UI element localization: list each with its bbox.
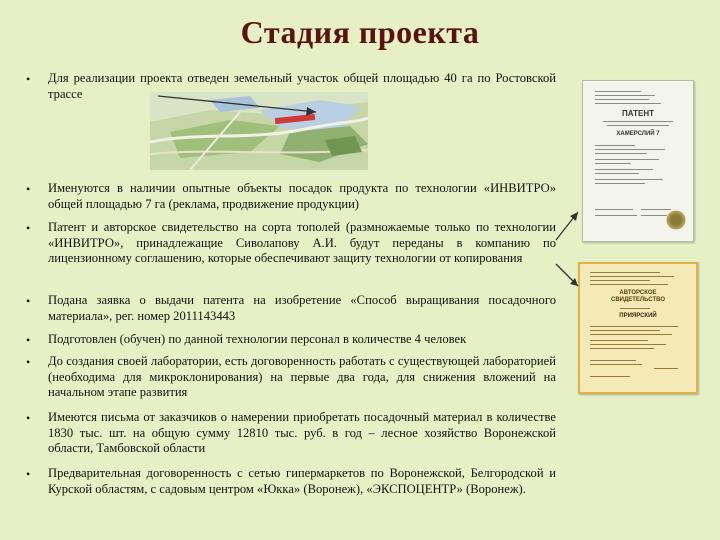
bullet-marker: • bbox=[26, 294, 31, 308]
certificate-variety-name: ПРИЯРСКИЙ bbox=[619, 313, 657, 319]
certificate-heading-2: СВИДЕТЕЛЬСТВО bbox=[611, 297, 665, 303]
page-title: Стадия проекта bbox=[240, 14, 480, 50]
bullet-marker: • bbox=[26, 411, 31, 425]
bullet-marker: • bbox=[26, 182, 31, 196]
bullet-marker: • bbox=[26, 355, 31, 369]
bullet-land-plot: Для реализации проекта отведен земельный участок общей площадью 40 га по Ростовской трассе bbox=[48, 71, 556, 101]
patent-variety-name: ХАМЕРСЛИЙ 7 bbox=[616, 131, 660, 137]
bullet-marker: • bbox=[26, 221, 31, 235]
author-certificate-image bbox=[578, 262, 698, 394]
bullet-patent-certificate: Патент и авторское свидетельство на сорта тополей (размножаемые только по технологии «ИНВИТРО», принадлежащие Сиволапову А.И. будут переданы в компанию по лицензионному соглашению, которые обеспечивают защиту технологии от копирования bbox=[48, 220, 556, 266]
bullet-customer-letters: Имеются письма от заказчиков о намерении приобретать посадочный материал в количестве 1830 тыс. шт. на общую сумму 12810 тыс. руб. в год – лесное хозяйство Воронежской области, Тамбовской области bbox=[48, 410, 556, 456]
bullet-retail-agreement: Предварительная договоренность с сетью гипермаркетов по Воронежской, Белгородской и Курской областям, с садовым центром «Юкка» (Воронеж), «ЭКСПОЦЕНТР» (Воронеж). bbox=[48, 466, 556, 496]
bullet-laboratory: До создания своей лаборатории, есть договоренность работать с существующей лабораторией (необходима для микроклонирования) на первые два года, для снижения вложений на начальном этапе развития bbox=[48, 354, 556, 400]
patent-seal bbox=[665, 209, 687, 231]
patent-heading: ПАТЕНТ bbox=[621, 109, 654, 118]
certificate-heading-1: АВТОРСКОЕ bbox=[619, 290, 657, 296]
patent-document-image bbox=[582, 80, 694, 242]
bullet-marker: • bbox=[26, 467, 31, 481]
bullet-marker: • bbox=[26, 72, 31, 86]
site-map-graphic bbox=[150, 92, 368, 170]
site-map-image bbox=[150, 92, 368, 170]
bullet-staff-trained: Подготовлен (обучен) по данной технологии персонал в количестве 4 человек bbox=[48, 332, 467, 346]
bullet-patent-application: Подана заявка о выдачи патента на изобретение «Способ выращивания посадочного материала», рег. номер 2011143443 bbox=[48, 293, 556, 323]
bullet-marker: • bbox=[26, 333, 31, 347]
bullet-experimental-plots: Именуются в наличии опытные объекты посадок продукта по технологии «ИНВИТРО» общей площадью 7 га (реклама, продвижение продукции) bbox=[48, 181, 556, 211]
